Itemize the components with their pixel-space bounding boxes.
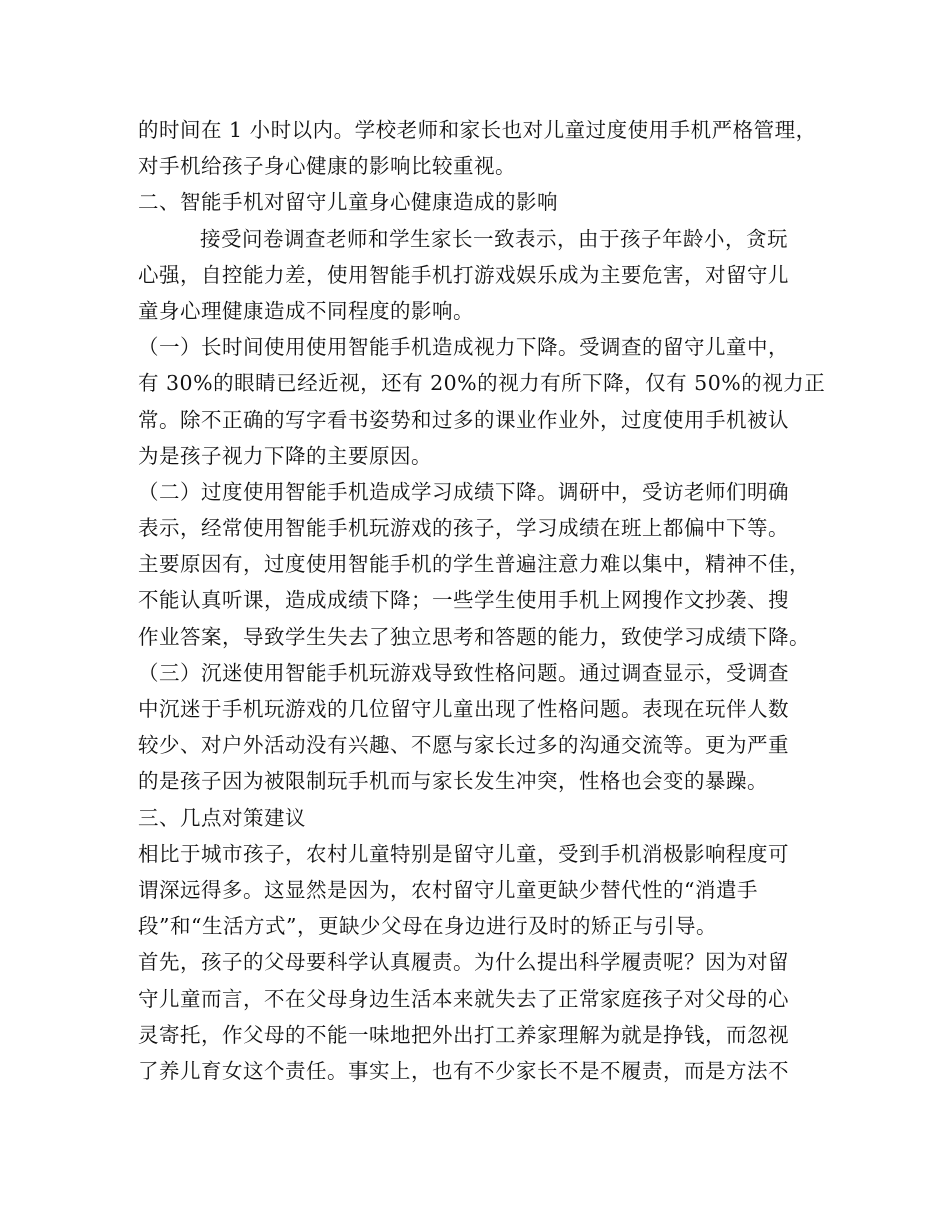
text-line: 表示，经常使用智能手机玩游戏的孩子，学习成绩在班上都偏中下等。 <box>138 516 789 541</box>
text-line: 不能认真听课，造成成绩下降；一些学生使用手机上网搜作文抄袭、搜 <box>138 588 789 613</box>
text-line: 首先，孩子的父母要科学认真履责。为什么提出科学履责呢？因为对留 <box>138 950 789 975</box>
text-line: 对手机给孩子身心健康的影响比较重视。 <box>138 154 516 179</box>
text-line: 作业答案，导致学生失去了独立思考和答题的能力，致使学习成绩下降。 <box>138 624 810 649</box>
text-line: 接受问卷调查老师和学生家长一致表示，由于孩子年龄小，贪玩 <box>200 226 788 251</box>
text-line: 为是孩子视力下降的主要原因。 <box>138 443 432 468</box>
text-line: 童身心理健康造成不同程度的影响。 <box>138 298 474 323</box>
text-line: 主要原因有，过度使用智能手机的学生普遍注意力难以集中，精神不佳， <box>138 552 810 577</box>
text-line: 有 30%的眼睛已经近视，还有 20%的视力有所下降，仅有 50%的视力正 <box>138 371 826 396</box>
text-line: 中沉迷于手机玩游戏的几位留守儿童出现了性格问题。表现在玩伴人数 <box>138 697 789 721</box>
section-heading: 二、智能手机对留守儿童身心健康造成的影响 <box>138 190 558 215</box>
text-line: 相比于城市孩子，农村儿童特别是留守儿童，受到手机消极影响程度可 <box>138 841 789 866</box>
text-line: 了养儿育女这个责任。事实上，也有不少家长不是不履责，而是方法不 <box>138 1058 789 1083</box>
subsection-line: （三）沉迷使用智能手机玩游戏导致性格问题。通过调查显示，受调查 <box>138 660 789 685</box>
text-line: 较少、对户外活动没有兴趣、不愿与家长过多的沟通交流等。更为严重 <box>138 733 789 758</box>
subsection-line: （二）过度使用智能手机造成学习成绩下降。调研中，受访老师们明确 <box>138 479 789 504</box>
text-line: 的是孩子因为被限制玩手机而与家长发生冲突，性格也会变的暴躁。 <box>138 769 768 794</box>
text-line: 心强，自控能力差，使用智能手机打游戏娱乐成为主要危害，对留守儿 <box>138 262 789 287</box>
text-line: 段”和“生活方式”，更缺少父母在身边进行及时的矫正与引导。 <box>138 914 717 939</box>
text-line: 常。除不正确的写字看书姿势和过多的课业作业外，过度使用手机被认 <box>138 407 789 432</box>
subsection-line: （一）长时间使用使用智能手机造成视力下降。受调查的留守儿童中， <box>138 335 789 360</box>
text-line: 谓深远得多。这显然是因为，农村留守儿童更缺少替代性的“消遣手 <box>138 877 758 902</box>
text-line: 的时间在 1 小时以内。学校老师和家长也对儿童过度使用手机严格管理， <box>138 118 817 142</box>
section-heading: 三、几点对策建议 <box>138 805 306 830</box>
document-body <box>138 112 828 1089</box>
text-line: 灵寄托，作父母的不能一味地把外出打工养家理解为就是挣钱，而忽视 <box>138 1022 789 1047</box>
text-line: 守儿童而言，不在父母身边生活本来就失去了正常家庭孩子对父母的心 <box>138 986 789 1011</box>
